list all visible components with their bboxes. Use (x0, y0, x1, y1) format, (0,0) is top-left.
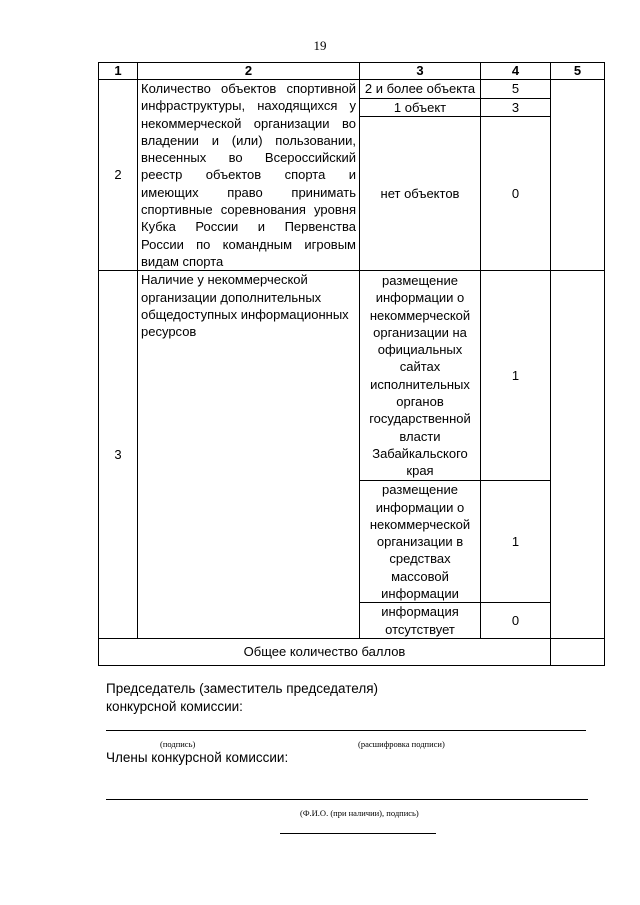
header-col-2: 2 (138, 63, 360, 80)
criterion-text: Наличие у некоммерческой организации дополнительных общедоступных информационных ресурсов (138, 271, 360, 639)
table-row (99, 80, 605, 99)
header-col-5: 5 (551, 63, 605, 80)
points-cell: 1 (481, 271, 551, 481)
page-number: 19 (313, 38, 327, 53)
indicator-cell: 1 объект (360, 98, 481, 117)
points-cell: 5 (481, 80, 551, 99)
points-cell: 3 (481, 98, 551, 117)
points-cell: 0 (481, 603, 551, 639)
header-col-1: 1 (99, 63, 138, 80)
caption-signature: (подпись) (160, 739, 196, 749)
indicator-cell: информация отсутствует (360, 603, 481, 639)
header-col-4: 4 (481, 63, 551, 80)
score-cell (551, 80, 605, 271)
points-cell: 1 (481, 481, 551, 603)
table-row (99, 271, 605, 481)
indicator-cell: размещение информации о некоммерческой организации в средствах массовой информации (360, 481, 481, 603)
chair-label: Председатель (заместитель председателя) конкурсной комиссии: (106, 681, 379, 714)
points-cell: 0 (481, 117, 551, 271)
header-col-3: 3 (360, 63, 481, 80)
indicator-cell: 2 и более объекта (360, 80, 481, 99)
members-label: Члены конкурсной комиссии: (106, 750, 289, 765)
indicator-cell: размещение информации о некоммерческой организации на официальных сайтах исполнительных органов государственной власти Забайкальского края (360, 271, 481, 481)
chair-signature-line (106, 730, 586, 731)
criterion-text: Количество объектов спортивной инфраструктуры, находящихся у некоммерческой организации во владении и (или) пользовании, внесенных во Всероссийский реестр объектов спорта и имеющих право принимать спортивные соревнования уровня Кубка России и Первенства России по командным игровым видам спорта (138, 80, 360, 271)
table-header-row (99, 63, 605, 80)
indicator-cell: нет объектов (360, 117, 481, 271)
total-row (99, 638, 605, 665)
criteria-table (98, 62, 605, 666)
caption-decode: (расшифровка подписи) (358, 739, 445, 749)
total-label: Общее количество баллов (99, 638, 551, 665)
row-number: 3 (99, 271, 138, 639)
total-score-cell (551, 638, 605, 665)
row-number: 2 (99, 80, 138, 271)
score-cell (551, 271, 605, 639)
fio-underline (280, 833, 436, 834)
caption-fio: (Ф.И.О. (при наличии), подпись) (300, 808, 419, 818)
members-signature-line (106, 799, 588, 800)
